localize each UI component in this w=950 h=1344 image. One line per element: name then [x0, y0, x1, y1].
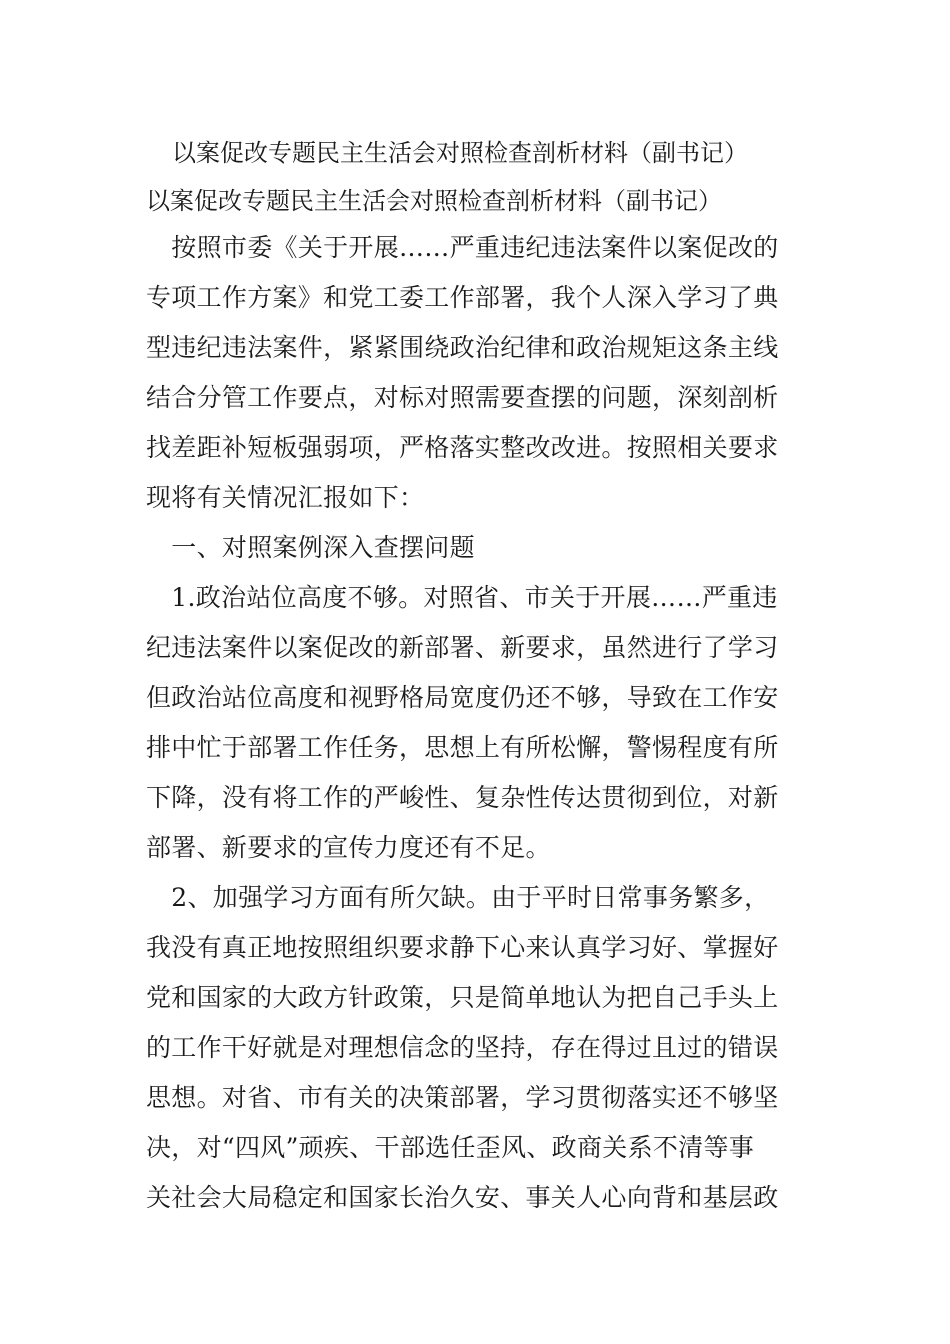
body-line: 专项工作方案》和党工委工作部署，我个人深入学习了典: [146, 283, 779, 312]
body-line: 找差距补短板强弱项，严格落实整改改进。按照相关要求: [146, 433, 779, 462]
body-line: 下降，没有将工作的严峻性、复杂性传达贯彻到位，对新: [146, 783, 779, 812]
body-line: 2、加强学习方面有所欠缺。由于平时日常事务繁多，: [146, 883, 770, 912]
document-title: 以案促改专题民主生活会对照检查剖析材料（副书记）: [172, 139, 748, 167]
body-line: 党和国家的大政方针政策，只是简单地认为把自己手头上: [146, 983, 779, 1012]
body-line: 思想。对省、市有关的决策部署，学习贯彻落实还不够坚: [146, 1083, 779, 1112]
section-heading: 一、对照案例深入查摆问题: [146, 533, 475, 562]
body-line: 型违纪违法案件，紧紧围绕政治纪律和政治规矩这条主线: [146, 333, 779, 362]
body-line: 按照市委《关于开展……严重违纪违法案件以案促改的: [146, 233, 779, 262]
document-subtitle: 以案促改专题民主生活会对照检查剖析材料（副书记）: [146, 187, 722, 215]
body-line: 我没有真正地按照组织要求静下心来认真学习好、掌握好: [146, 933, 779, 962]
body-line: 部署、新要求的宣传力度还有不足。: [146, 833, 551, 862]
body-line: 结合分管工作要点，对标对照需要查摆的问题，深刻剖析: [146, 383, 779, 412]
body-line: 关社会大局稳定和国家长治久安、事关人心向背和基层政: [146, 1183, 779, 1212]
body-line: 排中忙于部署工作任务，思想上有所松懈，警惕程度有所: [146, 733, 779, 762]
body-line: 现将有关情况汇报如下：: [146, 483, 425, 512]
body-line: 决，对“四风”顽疾、干部选任歪风、政商关系不清等事: [146, 1133, 755, 1162]
body-line: 纪违法案件以案促改的新部署、新要求，虽然进行了学习: [146, 633, 779, 662]
body-line: 但政治站位高度和视野格局宽度仍还不够，导致在工作安: [146, 683, 779, 712]
body-line: 1.政治站位高度不够。对照省、市关于开展……严重违: [146, 583, 778, 612]
body-line: 的工作干好就是对理想信念的坚持，存在得过且过的错误: [146, 1033, 779, 1062]
